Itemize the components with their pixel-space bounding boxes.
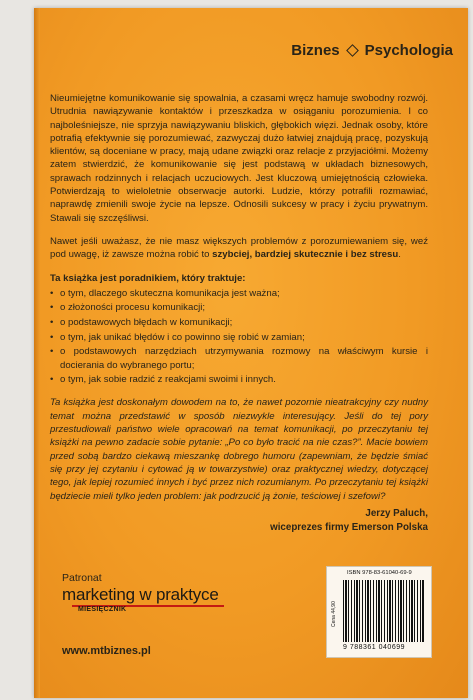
- diamond-separator-icon: [346, 44, 359, 57]
- list-item: • o tym, jak sobie radzić z reakcjami swoimi i innych.: [50, 373, 428, 386]
- review-quote: Ta książka jest doskonałym dowodem na to, że nawet pozornie nieatrakcyjny czy nudny temat można przedstawić w sposób niezwykle interesujący. Jeśli do tej pory przestudiowali państwo wiele opracowań na temat komunikacji, po przeczytaniu tej książki na pewno zadacie sobie pytanie: „Po co było tracić na nie czas?”. Macie bowiem przed sobą bardzo ciekawą mieszankę dobrego humoru (zapewniam, że będzie śmiać się przy jej czytaniu i cytować ją w towarzystwie) oraz praktycznej wiedzy, dotyczącej tego, jak lepiej rozumieć innych i być przez nich rozumianym. Po przeczytaniu tej książki będziecie mieli tylko jeden problem: jak podrzucić ją żonie, teściowej i szefowi?: [50, 397, 428, 502]
- second-paragraph: Nawet jeśli uważasz, że nie masz większych problemów z porozumiewaniem się, weź pod uwagę, iż zawsze można robić to szybciej, bardziej skutecznie i bez stresu.: [50, 235, 428, 261]
- list-item: • o tym, dlaczego skuteczna komunikacja jest ważna;: [50, 287, 428, 300]
- author-name: Jerzy Paluch,: [365, 507, 428, 519]
- barcode-box: [326, 566, 432, 658]
- list-item: • o złożoności procesu komunikacji;: [50, 301, 428, 314]
- list-item: • o podstawowych błędach w komunikacji;: [50, 316, 428, 329]
- category-business: Biznes: [291, 42, 340, 59]
- list-item: • o podstawowych narzędziach utrzymywania rozmowy na właściwym kursie i docierania do wybranego portu;: [50, 345, 428, 372]
- patron-label: Patronat: [62, 572, 102, 584]
- list-item: • o tym, jak unikać błędów i co powinno się robić w zamian;: [50, 331, 428, 344]
- category-psychology: Psychologia: [364, 42, 453, 59]
- barcode-icon: [343, 580, 425, 642]
- patron-logo-sub: MIESIĘCZNIK: [78, 606, 127, 613]
- bold-phrase: szybciej, bardziej skutecznie i bez stresu: [212, 249, 399, 261]
- topics-list: [50, 287, 428, 387]
- barcode-digits: 9 788361 040699: [343, 644, 405, 651]
- price-text: Cena 44,90: [331, 601, 337, 627]
- spine-edge: [34, 8, 40, 698]
- category-header: [291, 42, 453, 59]
- description-text: [50, 92, 428, 535]
- review-author: [50, 507, 428, 535]
- website: www.mtbiznes.pl: [62, 645, 151, 657]
- intro-paragraph: Nieumiejętne komunikowanie się spowalnia, a czasami wręcz hamuje swobodny rozwój. Utrudnia nawiązywanie kontaktów i przeszkadza w osiąganiu porozumienia. I co najboleśniejsze, nie sprzyja nawiązywaniu bliskich, głębokich więzi. Jednak osoby, które potrafią efektywnie się porozumiewać, zazwyczaj dużo łatwiej znajdują pracę, pozyskują klientów, są doceniane w pracy, mają udane związki oraz relacje z przyjaciółmi. Możemy zatem stwierdzić, że komunikowanie się jest podstawą w układach biznesowych, sprawach rodzinnych i relacjach uczuciowych. Jest kluczową umiejętnością człowieka. Potwierdzają to wieloletnie obserwacje autorki. Ludzie, którzy potrafili rozmawiać, naprawdę zmienili swoje życie na lepsze. Odnosili sukcesy w pracy i życiu prywatnym. Stawali się szczęśliwsi.: [50, 93, 428, 224]
- list-title: Ta książka jest poradnikiem, który traktuje:: [50, 272, 246, 284]
- patron-logo: marketing w praktyce: [62, 585, 219, 604]
- author-title: wiceprezes firmy Emerson Polska: [270, 521, 428, 533]
- isbn-text: ISBN 978-83-61040-69-9: [347, 570, 412, 576]
